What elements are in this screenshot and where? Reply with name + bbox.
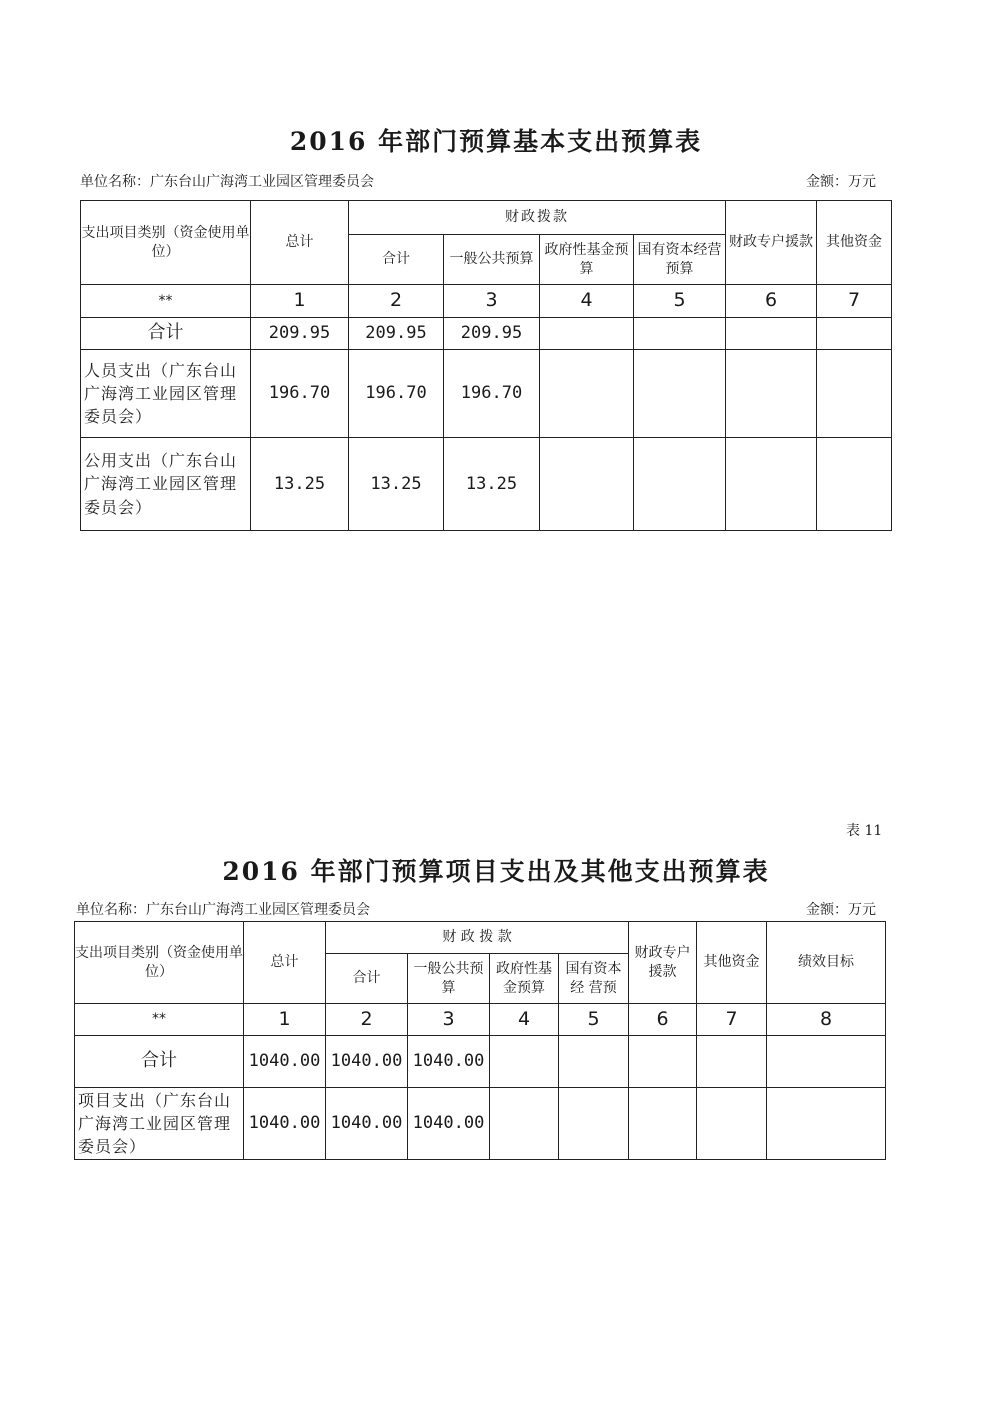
cell-performance — [767, 1036, 886, 1088]
table-row — [81, 438, 892, 531]
index-cell: 4 — [490, 1004, 559, 1036]
header-total: 总计 — [251, 201, 349, 285]
cell-special — [629, 1036, 697, 1088]
header-special-account: 财政专户援款 — [629, 922, 697, 1004]
row-label: 公用支出（广东台山广海湾工业园区管理委员会） — [81, 438, 251, 531]
table-row — [81, 318, 892, 350]
cell-general: 1040.00 — [408, 1036, 490, 1088]
cell-subtotal: 13.25 — [349, 438, 444, 531]
cell-total: 209.95 — [251, 318, 349, 350]
cell-state-capital — [559, 1088, 629, 1160]
index-cell: 3 — [408, 1004, 490, 1036]
cell-gov-fund — [490, 1036, 559, 1088]
header-item-category: 支出项目类别（资金使用单位） — [81, 201, 251, 285]
index-cell: 2 — [349, 285, 444, 318]
index-cell: 8 — [767, 1004, 886, 1036]
row-label: 人员支出（广东台山广海湾工业园区管理委员会） — [81, 350, 251, 438]
cell-other — [697, 1088, 767, 1160]
cell-other — [817, 318, 892, 350]
cell-subtotal: 1040.00 — [326, 1088, 408, 1160]
table-row — [81, 350, 892, 438]
header-state-capital-budget: 国有资本经 营预 — [559, 954, 629, 1004]
cell-special — [726, 318, 817, 350]
header-item-category: 支出项目类别（资金使用单 位） — [75, 922, 244, 1004]
cell-other — [697, 1036, 767, 1088]
cell-subtotal: 196.70 — [349, 350, 444, 438]
cell-subtotal: 1040.00 — [326, 1036, 408, 1088]
index-cell: 6 — [629, 1004, 697, 1036]
row-label: 合计 — [75, 1036, 244, 1088]
table1 — [80, 200, 892, 531]
table1-title: 2016 年部门预算基本支出预算表 — [289, 127, 703, 156]
header-subtotal: 合计 — [326, 954, 408, 1004]
table2-unit-name: 单位名称：广东台山广海湾工业园区管理委员会 — [76, 902, 370, 918]
table1-unit-name: 单位名称：广东台山广海湾工业园区管理委员会 — [80, 174, 374, 190]
table-row — [75, 1088, 886, 1160]
cell-state-capital — [559, 1036, 629, 1088]
cell-total: 196.70 — [251, 350, 349, 438]
cell-total: 1040.00 — [244, 1088, 326, 1160]
header-total: 总计 — [244, 922, 326, 1004]
index-cell: 2 — [326, 1004, 408, 1036]
index-cell: 5 — [559, 1004, 629, 1036]
cell-total: 13.25 — [251, 438, 349, 531]
cell-gov-fund — [490, 1088, 559, 1160]
cell-special — [629, 1088, 697, 1160]
index-cell: 7 — [697, 1004, 767, 1036]
header-general-budget: 一般公共预算 — [444, 235, 540, 285]
index-cell: 7 — [817, 285, 892, 318]
header-subtotal: 合计 — [349, 235, 444, 285]
cell-general: 196.70 — [444, 350, 540, 438]
index-cell: ** — [81, 285, 251, 318]
header-gov-fund-budget: 政府性基金预算 — [490, 954, 559, 1004]
index-cell: 6 — [726, 285, 817, 318]
page-label: 表 11 — [846, 823, 883, 839]
cell-total: 1040.00 — [244, 1036, 326, 1088]
index-cell: ** — [75, 1004, 244, 1036]
cell-state-capital — [634, 318, 726, 350]
cell-general: 1040.00 — [408, 1088, 490, 1160]
header-other-funds: 其他资金 — [817, 201, 892, 285]
header-performance-goal: 绩效目标 — [767, 922, 886, 1004]
index-cell: 1 — [244, 1004, 326, 1036]
cell-subtotal: 209.95 — [349, 318, 444, 350]
table-row — [75, 1036, 886, 1088]
cell-gov-fund — [540, 350, 634, 438]
cell-state-capital — [634, 350, 726, 438]
cell-general: 209.95 — [444, 318, 540, 350]
header-general-budget: 一般公共预算 — [408, 954, 490, 1004]
cell-gov-fund — [540, 318, 634, 350]
cell-other — [817, 350, 892, 438]
table2-amount-unit: 金额：万元 — [806, 902, 876, 918]
row-label: 合计 — [81, 318, 251, 350]
header-state-capital-budget: 国有资本经营预算 — [634, 235, 726, 285]
cell-special — [726, 350, 817, 438]
table1-amount-unit: 金额：万元 — [806, 174, 876, 190]
header-fiscal-appropriation: 财 政 拨 款 — [326, 922, 629, 954]
index-cell: 3 — [444, 285, 540, 318]
index-cell: 1 — [251, 285, 349, 318]
cell-special — [726, 438, 817, 531]
cell-performance — [767, 1088, 886, 1160]
header-fiscal-appropriation: 财政拨款 — [349, 201, 726, 235]
index-cell: 5 — [634, 285, 726, 318]
row-label: 项目支出（广东台山广海湾工业园区管理委员会） — [75, 1088, 244, 1160]
cell-other — [817, 438, 892, 531]
cell-gov-fund — [540, 438, 634, 531]
cell-state-capital — [634, 438, 726, 531]
cell-general: 13.25 — [444, 438, 540, 531]
index-cell: 4 — [540, 285, 634, 318]
table2 — [74, 921, 886, 1160]
header-gov-fund-budget: 政府性基金预算 — [540, 235, 634, 285]
header-special-account: 财政专户援款 — [726, 201, 817, 285]
table2-title: 2016 年部门预算项目支出及其他支出预算表 — [222, 857, 770, 886]
header-other-funds: 其他资金 — [697, 922, 767, 1004]
